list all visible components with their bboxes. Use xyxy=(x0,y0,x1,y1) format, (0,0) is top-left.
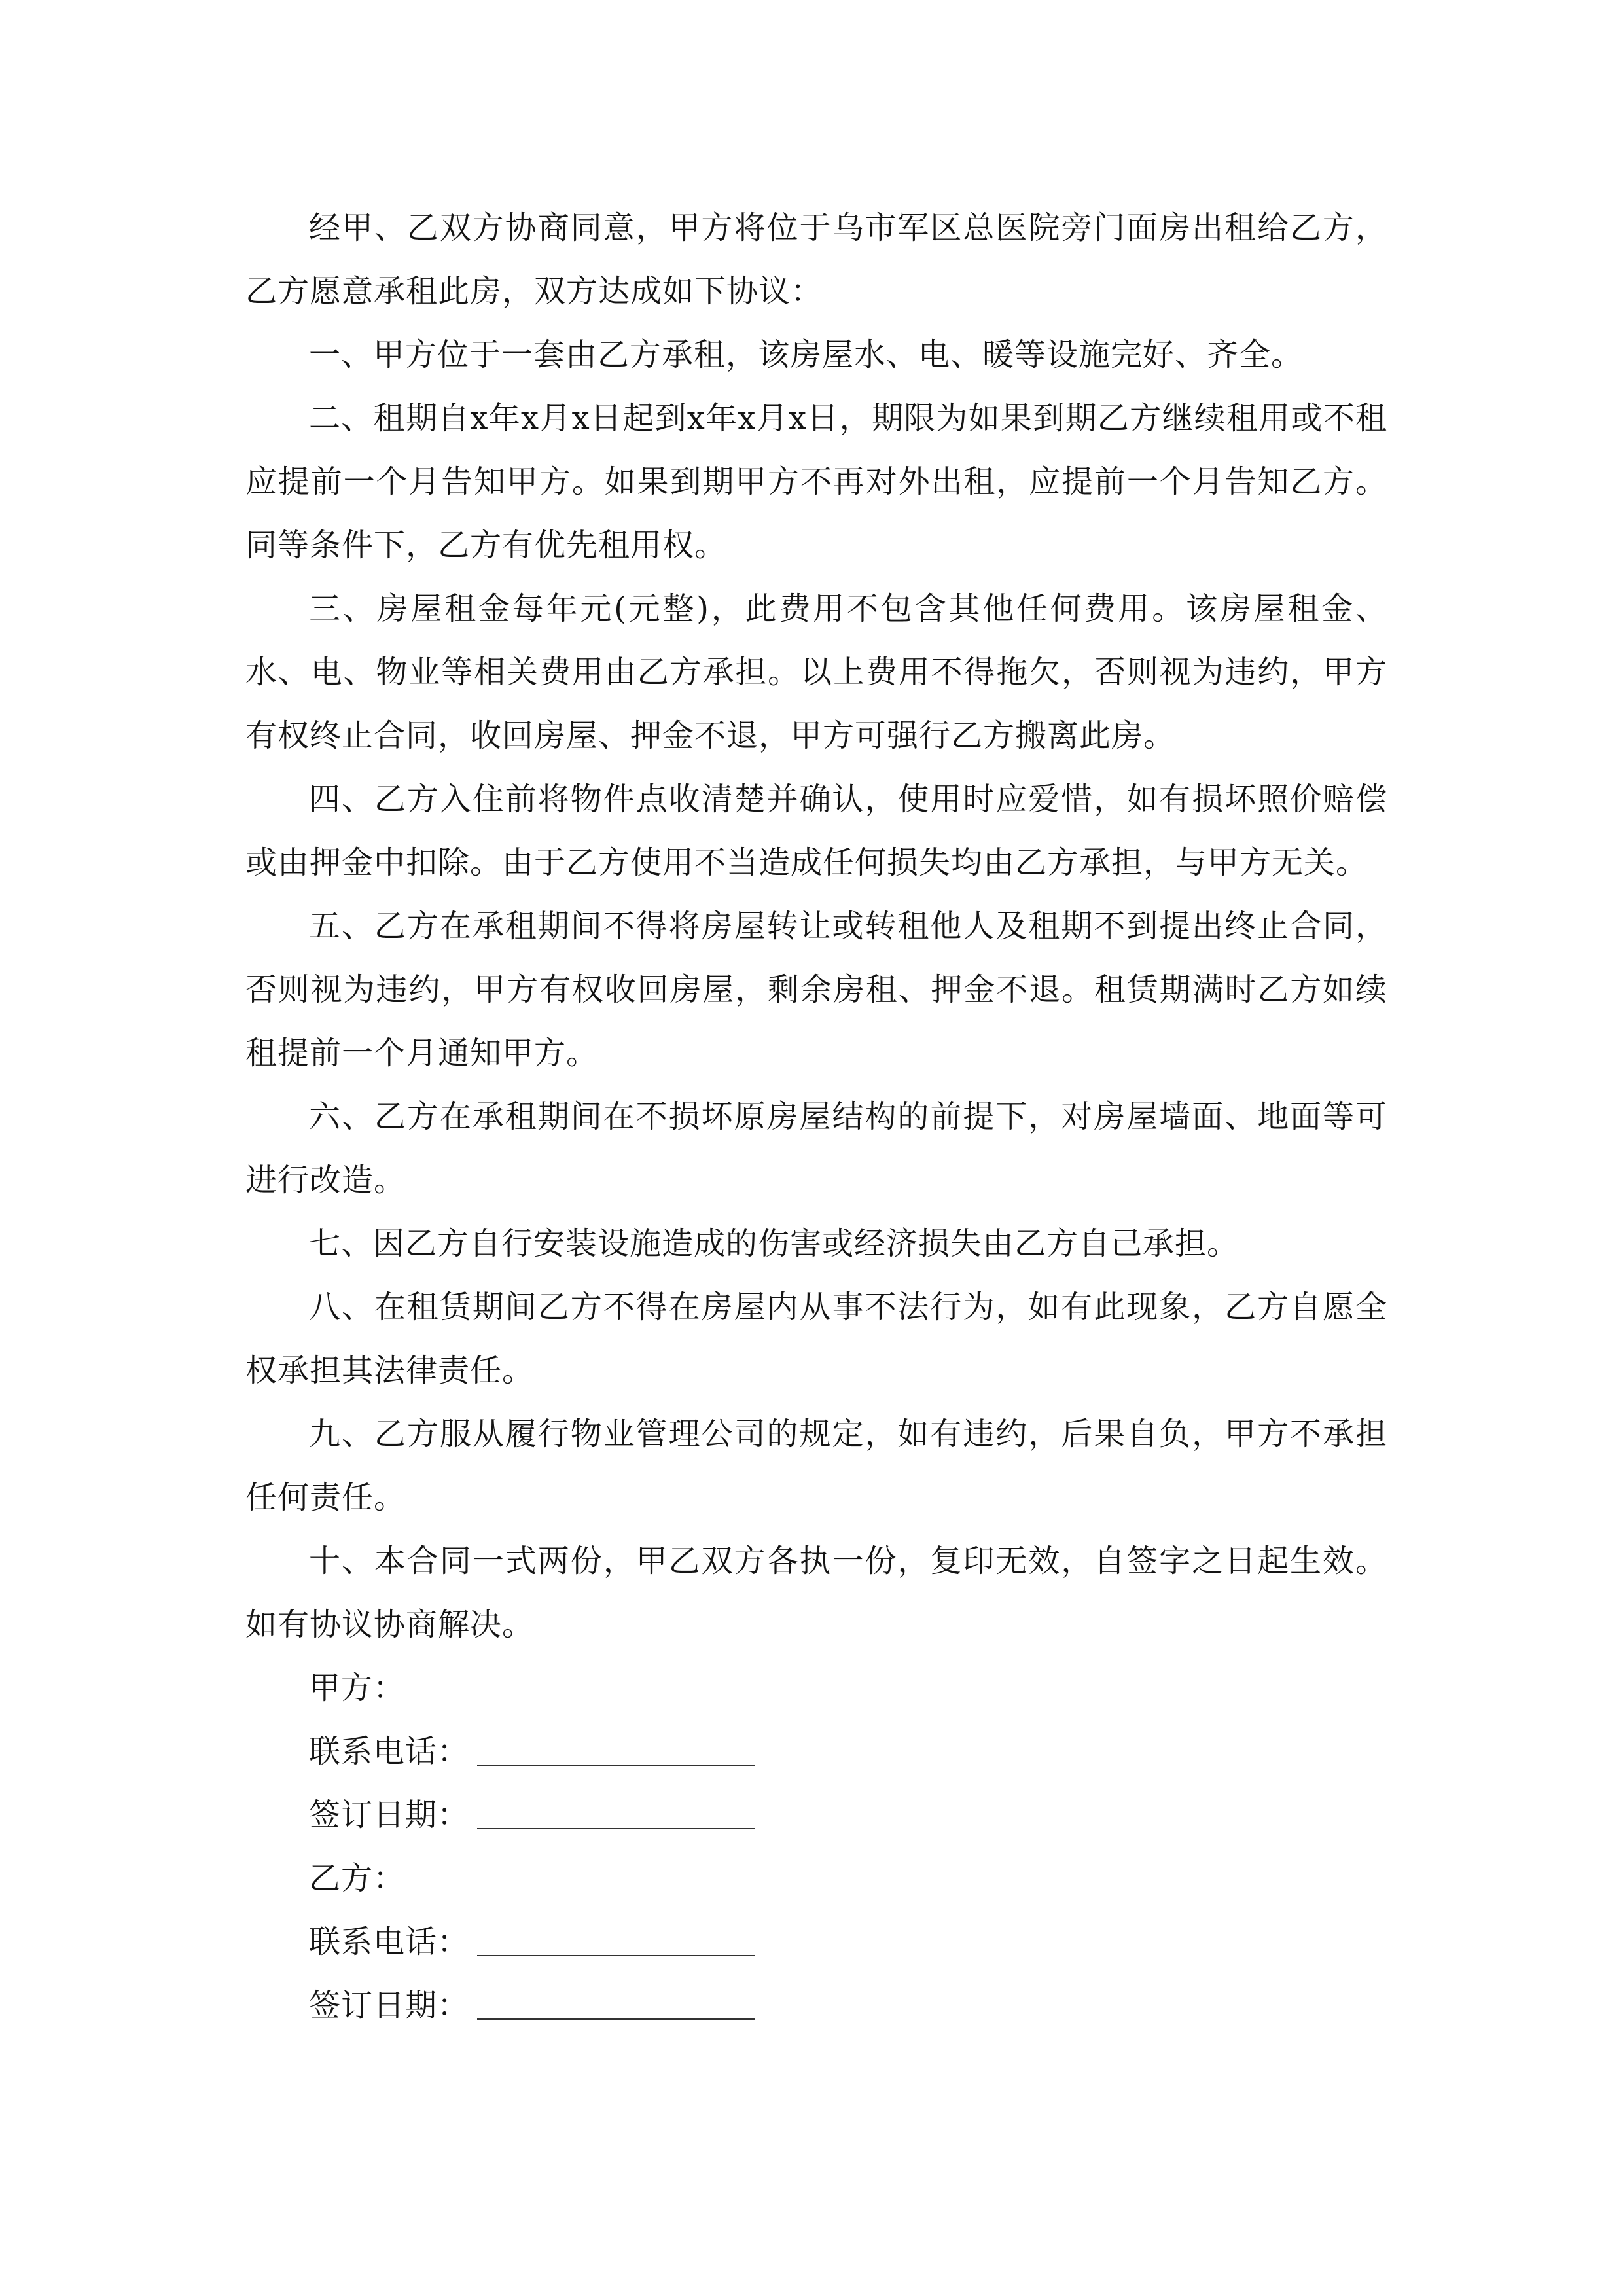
party-b-date-label: 签订日期： xyxy=(309,1987,470,2024)
party-a-label xyxy=(245,1657,1387,1720)
clause-4: 四、乙方入住前将物件点收清楚并确认，使用时应爱惜，如有损坏照价赔偿或由押金中扣除。由于乙方使用不当造成任何损失均由乙方承担，与甲方无关。 xyxy=(245,781,1387,881)
party-b-phone-label: 联系电话： xyxy=(309,1924,470,1960)
party-b-label xyxy=(245,1847,1387,1910)
party-b-label-text: 乙方： xyxy=(309,1860,406,1897)
clause-8: 八、在租赁期间乙方不得在房屋内从事不法行为，如有此现象，乙方自愿全权承担其法律责任。 xyxy=(245,1289,1387,1389)
party-b-phone-row xyxy=(245,1910,1387,1974)
clause-7: 七、因乙方自行安装设施造成的伤害或经济损失由乙方自己承担。 xyxy=(309,1225,1240,1262)
party-a-date-blank[interactable] xyxy=(477,1828,755,1829)
clause-5: 五、乙方在承租期间不得将房屋转让或转租他人及租期不到提出终止合同，否则视为违约，甲方有权收回房屋，剩余房租、押金不退。租赁期满时乙方如续租提前一个月通知甲方。 xyxy=(245,908,1387,1071)
party-b-date-blank[interactable] xyxy=(477,2018,755,2020)
clause-6: 六、乙方在承租期间在不损坏原房屋结构的前提下，对房屋墙面、地面等可进行改造。 xyxy=(245,1098,1387,1198)
party-a-date-row xyxy=(245,1784,1387,1847)
clause-9: 九、乙方服从履行物业管理公司的规定，如有违约，后果自负，甲方不承担任何责任。 xyxy=(245,1416,1387,1516)
paragraph-intro: 经甲、乙双方协商同意，甲方将位于乌市军区总医院旁门面房出租给乙方，乙方愿意承租此房，双方达成如下协议： xyxy=(245,209,1387,310)
party-a-date-label: 签订日期： xyxy=(309,1797,470,1833)
clause-3: 三、房屋租金每年元(元整)，此费用不包含其他任何费用。该房屋租金、水、电、物业等相关费用由乙方承担。以上费用不得拖欠，否则视为违约，甲方有权终止合同，收回房屋、押金不退，甲方可强行乙方搬离此房。 xyxy=(245,590,1387,754)
party-a-phone-label: 联系电话： xyxy=(309,1733,470,1770)
contract-body xyxy=(245,196,1387,2037)
clause-1: 一、甲方位于一套由乙方承租，该房屋水、电、暖等设施完好、齐全。 xyxy=(309,336,1304,373)
party-b-phone-blank[interactable] xyxy=(477,1955,755,1956)
party-a-signature-block xyxy=(245,1657,1387,1847)
party-a-phone-blank[interactable] xyxy=(477,1765,755,1766)
party-b-date-row xyxy=(245,1974,1387,2037)
clause-2: 二、租期自x年x月x日起到x年x月x日，期限为如果到期乙方继续租用或不租应提前一个月告知甲方。如果到期甲方不再对外出租，应提前一个月告知乙方。同等条件下，乙方有优先租用权。 xyxy=(245,400,1387,564)
party-a-label-text: 甲方： xyxy=(309,1670,406,1706)
party-b-signature-block xyxy=(245,1847,1387,2037)
party-a-phone-row xyxy=(245,1720,1387,1784)
clause-10: 十、本合同一式两份，甲乙双方各执一份，复印无效，自签字之日起生效。如有协议协商解决。 xyxy=(245,1543,1387,1643)
